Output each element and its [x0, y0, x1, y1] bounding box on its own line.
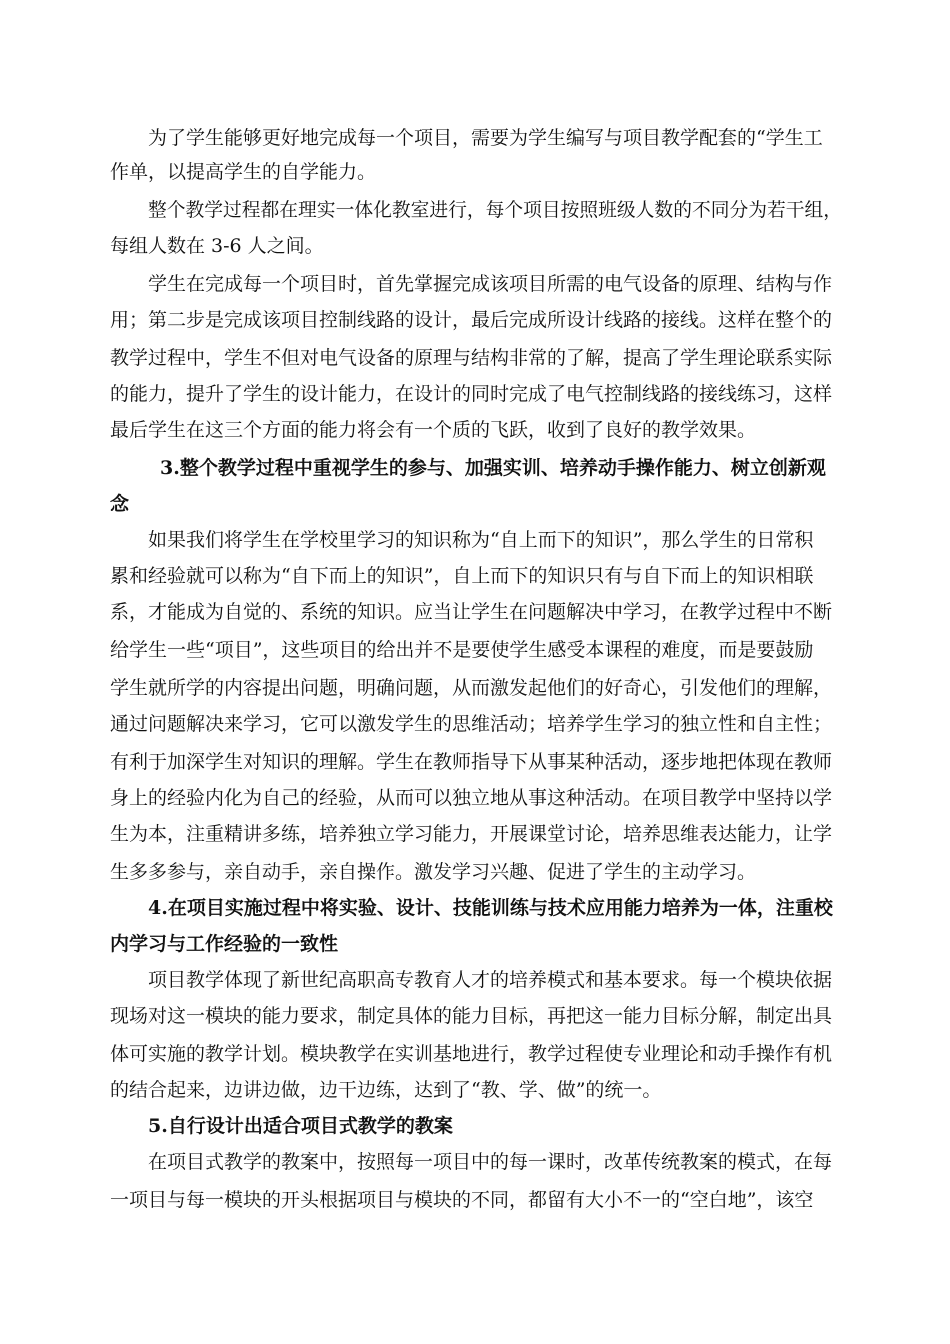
section-heading: 念 — [110, 493, 130, 515]
text-line: 现场对这一模块的能力要求，制定具体的能力目标，再把这一能力目标分解，制定出具 — [110, 1005, 833, 1027]
text-line: 的能力，提升了学生的设计能力，在设计的同时完成了电气控制线路的接线练习，这样 — [110, 383, 833, 405]
text-line: 身上的经验内化为自己的经验，从而可以独立地从事这种活动。在项目教学中坚持以学 — [110, 787, 833, 809]
text-line: 生为本，注重精讲多练，培养独立学习能力，开展课堂讨论，培养思维表达能力，让学 — [110, 823, 833, 845]
text-line: 一项目与每一模块的开头根据项目与模块的不同，都留有大小不一的“空白地”，该空 — [110, 1189, 814, 1211]
section-heading: 3.整个教学过程中重视学生的参与、加强实训、培养动手操作能力、树立创新观 — [160, 457, 826, 479]
text-line: 学生在完成每一个项目时，首先掌握完成该项目所需的电气设备的原理、结构与作 — [148, 273, 833, 295]
text-line: 作单，以提高学生的自学能力。 — [110, 161, 377, 183]
text-line: 的结合起来，边讲边做，边干边练，达到了“教、学、做”的统一。 — [110, 1079, 662, 1101]
text-line: 体可实施的教学计划。模块教学在实训基地进行，教学过程使专业理论和动手操作有机 — [110, 1043, 833, 1065]
text-line: 有利于加深学生对知识的理解。学生在教师指导下从事某种活动，逐步地把体现在教师 — [110, 751, 833, 773]
text-line: 整个教学过程都在理实一体化教室进行，每个项目按照班级人数的不同分为若干组， — [148, 199, 843, 221]
section-heading: 内学习与工作经验的一致性 — [110, 933, 339, 955]
text-line: 教学过程中，学生不但对电气设备的原理与结构非常的了解，提高了学生理论联系实际 — [110, 347, 833, 369]
section-heading: 4.在项目实施过程中将实验、设计、技能训练与技术应用能力培养为一体，注重校 — [148, 897, 833, 919]
text-line: 每组人数在 3-6 人之间。 — [110, 235, 324, 257]
text-line: 给学生一些“项目”，这些项目的给出并不是要使学生感受本课程的难度，而是要鼓励 — [110, 639, 814, 661]
text-line: 为了学生能够更好地完成每一个项目，需要为学生编写与项目教学配套的“学生工 — [148, 127, 823, 149]
text-line: 系，才能成为自觉的、系统的知识。应当让学生在问题解决中学习，在教学过程中不断 — [110, 601, 833, 623]
text-line: 在项目式教学的教案中，按照每一项目中的每一课时，改革传统教案的模式，在每 — [148, 1151, 833, 1173]
text-line: 学生就所学的内容提出问题，明确问题，从而激发起他们的好奇心，引发他们的理解， — [110, 677, 833, 699]
text-line: 累和经验就可以称为“自下而上的知识”，自上而下的知识只有与自下而上的知识相联 — [110, 565, 814, 587]
text-line: 通过问题解决来学习，它可以激发学生的思维活动；培养学生学习的独立性和自主性； — [110, 713, 833, 735]
text-line: 项目教学体现了新世纪高职高专教育人才的培养模式和基本要求。每一个模块依据 — [148, 969, 833, 991]
text-line: 用；第二步是完成该项目控制线路的设计，最后完成所设计线路的接线。这样在整个的 — [110, 309, 833, 331]
text-line: 生多多参与，亲自动手，亲自操作。激发学习兴趣、促进了学生的主动学习。 — [110, 861, 757, 883]
text-line: 最后学生在这三个方面的能力将会有一个质的飞跃，收到了良好的教学效果。 — [110, 419, 757, 441]
section-heading: 5.自行设计出适合项目式教学的教案 — [148, 1115, 453, 1137]
text-line: 如果我们将学生在学校里学习的知识称为“自上而下的知识”，那么学生的日常积 — [148, 529, 814, 551]
